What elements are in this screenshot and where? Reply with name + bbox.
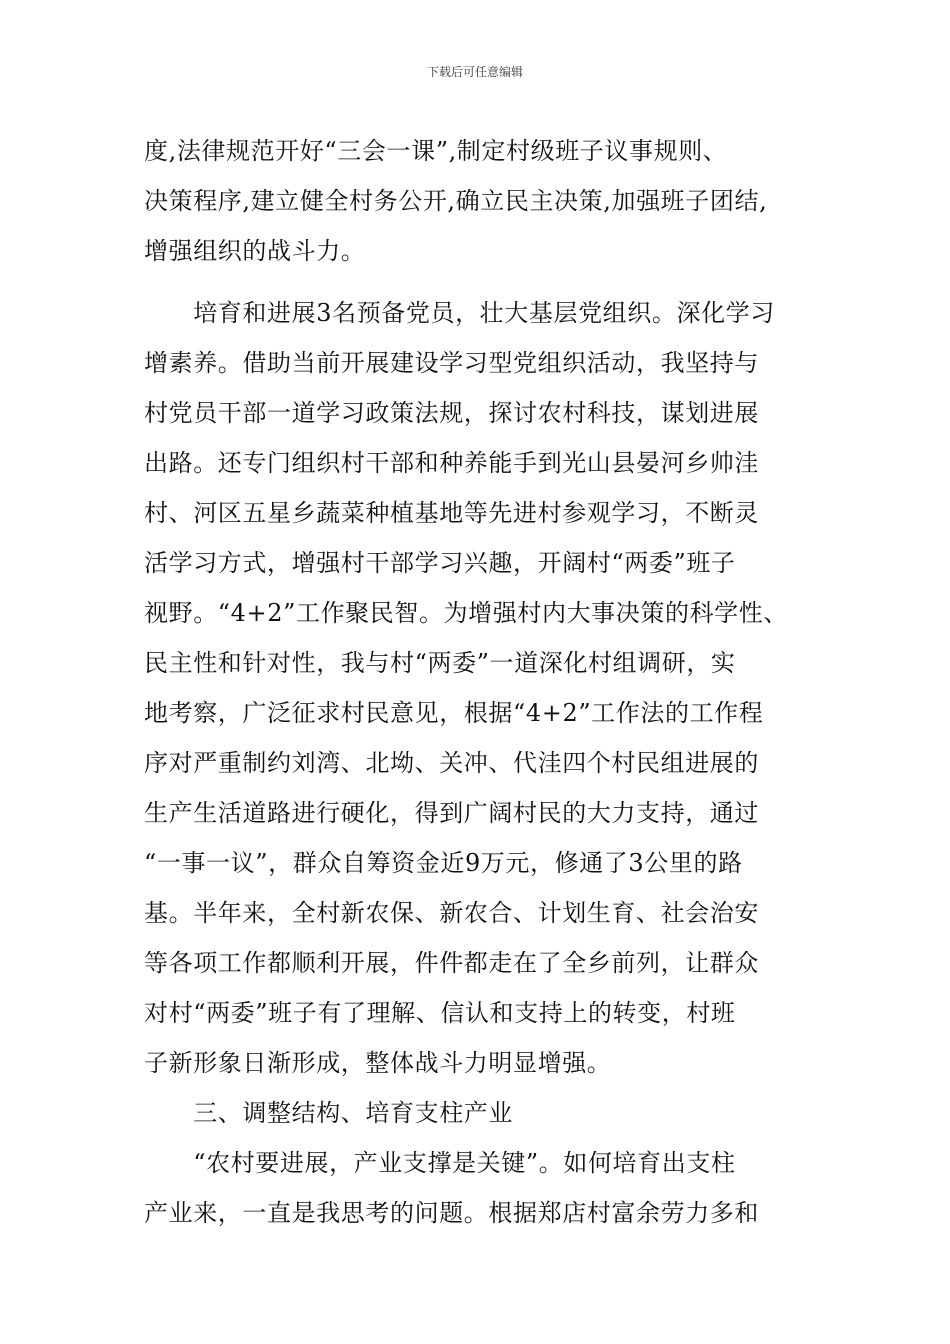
text-line: 增强组织的战斗力。 (144, 237, 366, 265)
text-line: 培育和进展3名预备党员，壮大基层党组织。深化学习 (144, 299, 775, 327)
text-line: 增素养。借助当前开展建设学习型党组织活动，我坚持与 (144, 349, 759, 377)
text-line: 产业来，一直是我思考的问题。根据郑店村富余劳力多和 (144, 1199, 759, 1227)
text-line: 村、河区五星乡蔬菜种植基地等先进村参观学习，不断灵 (144, 499, 759, 527)
text-line: 基。半年来，全村新农保、新农合、计划生育、社会治安 (144, 899, 759, 927)
text-line: 生产生活道路进行硬化，得到广阔村民的大力支持，通过 (144, 799, 759, 827)
text-line: 序对严重制约刘湾、北坳、关冲、代洼四个村民组进展的 (144, 749, 759, 777)
text-line: 出路。还专门组织村干部和种养能手到光山县晏河乡帅洼 (144, 449, 759, 477)
text-line: “一事一议”，群众自筹资金近9万元，修通了3公里的路 (144, 849, 743, 877)
section-heading: 三、调整结构、培育支柱产业 (144, 1099, 513, 1127)
text-line: 村党员干部一道学习政策法规，探讨农村科技，谋划进展 (144, 399, 759, 427)
text-line: “农村要进展，产业支撑是关键”。如何培育出支柱 (144, 1149, 736, 1177)
document-body (144, 126, 809, 1238)
text-line: 度,法律规范开好“三会一课”,制定村级班子议事规则、 (144, 137, 728, 165)
text-line: 民主性和针对性，我与村“两委”一道深化村组调研，实 (144, 649, 736, 677)
text-line: 视野。“4+2”工作聚民智。为增强村内大事决策的科学性、 (144, 599, 788, 627)
text-line: 对村“两委”班子有了理解、信认和支持上的转变，村班 (144, 999, 736, 1027)
text-line: 决策程序,建立健全村务公开,确立民主决策,加强班子团结, (144, 187, 768, 215)
text-line: 等各项工作都顺利开展，件件都走在了全乡前列，让群众 (144, 949, 759, 977)
page-header-note: 下载后可任意编辑 (426, 65, 523, 79)
text-line: 地考察，广泛征求村民意见，根据“4+2”工作法的工作程 (144, 699, 764, 727)
text-line: 活学习方式，增强村干部学习兴趣，开阔村“两委”班子 (144, 549, 736, 577)
text-line: 子新形象日渐形成，整体战斗力明显增强。 (144, 1049, 612, 1077)
